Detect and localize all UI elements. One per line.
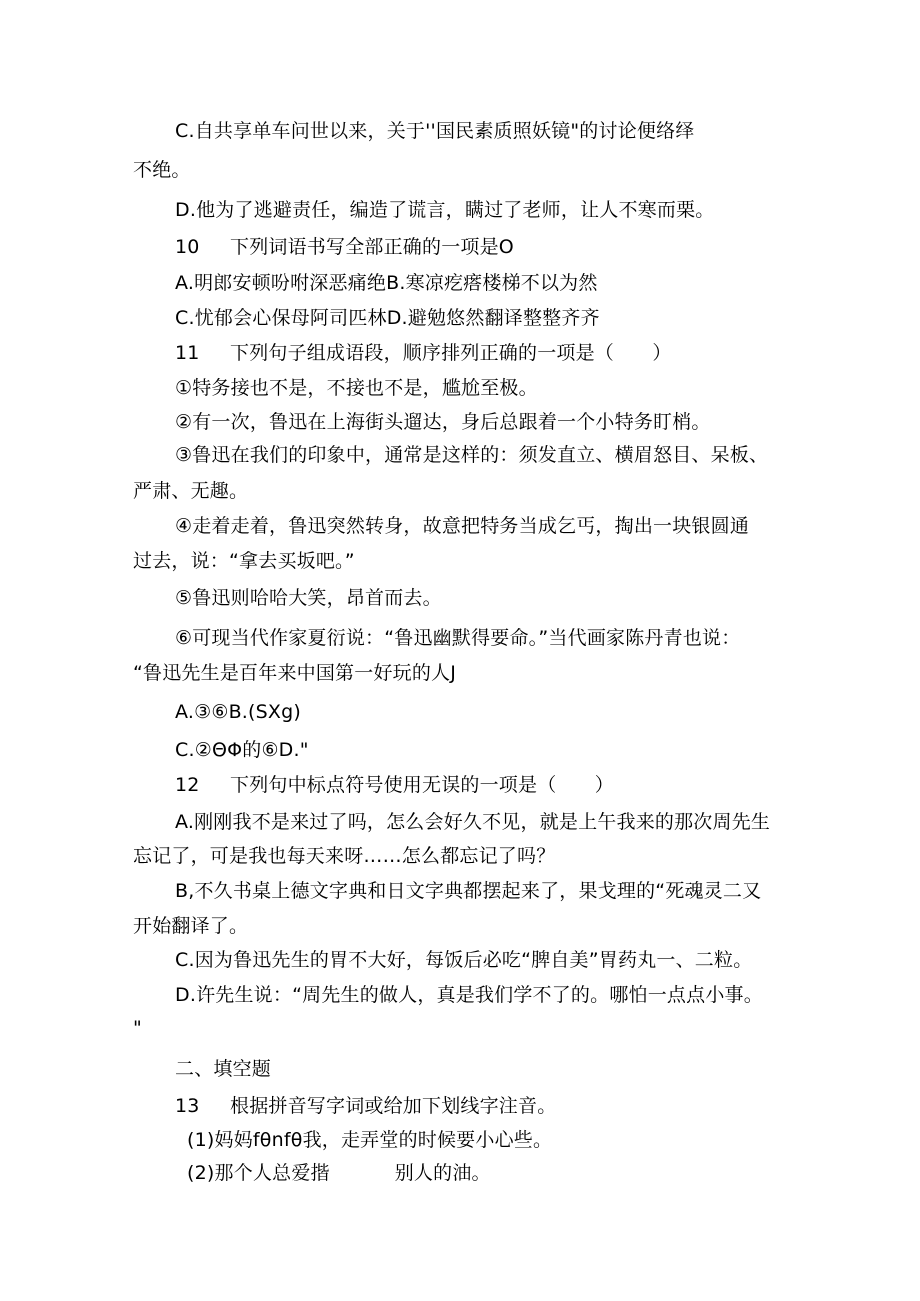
question-13 bbox=[175, 1093, 556, 1119]
option-c-line2: 不绝。 bbox=[133, 159, 191, 181]
sentence-4-line2: 过去，说：“拿去买坂吧。” bbox=[133, 550, 355, 572]
option-d: D.他为了逃避责任，编造了谎言，瞒过了老师，让人不寒而栗。 bbox=[175, 199, 715, 221]
question-10 bbox=[175, 234, 514, 260]
q13-item-1: (1)妈妈fθnfθ我，走弄堂的时候要小心些。 bbox=[187, 1129, 553, 1151]
q13-item-2-before: (2)那个人总爱揩 bbox=[187, 1162, 330, 1184]
q11-options-ab: A.③⑥B.(SXg) bbox=[175, 701, 302, 723]
q13-item-2-after: 别人的油。 bbox=[394, 1162, 491, 1184]
question-text: 下列句子组成语段，顺序排列正确的一项是（ ） bbox=[230, 342, 672, 364]
q12-option-b-line1: B,不久书桌上德文字典和日文字典都摆起来了，果戈理的“死魂灵二又 bbox=[175, 880, 762, 902]
sentence-3-line2: 严肃、无趣。 bbox=[133, 480, 249, 502]
question-number: 13 bbox=[175, 1095, 200, 1117]
question-12 bbox=[175, 772, 614, 798]
q10-options-ab: A.明郎安顿吩咐深恶痛绝B.寒凉疙瘩楼梯不以为然 bbox=[175, 272, 598, 294]
sentence-6-line2: “鲁迅先生是百年来中国第一好玩的人J bbox=[133, 662, 457, 684]
sentence-5: ⑤鲁迅则哈哈大笑，昂首而去。 bbox=[175, 587, 442, 609]
q12-option-d-line1: D.许先生说：“周先生的做人，真是我们学不了的。哪怕一点点小事。 bbox=[175, 984, 763, 1006]
sentence-1: ①特务接也不是，不接也不是，尴尬至极。 bbox=[175, 377, 538, 399]
section-heading: 二、填空题 bbox=[175, 1058, 272, 1080]
q11-options-cd: C.②ΘΦ的⑥D." bbox=[175, 739, 309, 761]
question-text: 根据拼音写字词或给加下划线字注音。 bbox=[230, 1095, 557, 1117]
question-number: 12 bbox=[175, 774, 200, 796]
sentence-2: ②有一次，鲁迅在上海街头遛达，身后总跟着一个小特务盯梢。 bbox=[175, 411, 711, 433]
question-number: 10 bbox=[175, 236, 200, 258]
q10-options-cd: C.忧郁会心保母阿司匹林D.避勉悠然翻译整整齐齐 bbox=[175, 307, 600, 329]
q12-option-c: C.因为鲁迅先生的胃不大好，每饭后必吃“脾自美”胃药丸一、二粒。 bbox=[175, 949, 753, 971]
q13-item-2 bbox=[187, 1160, 491, 1186]
question-number: 11 bbox=[175, 342, 200, 364]
sentence-6-line1: ⑥可现当代作家夏衍说：“鲁迅幽默得要命。”当代画家陈丹青也说： bbox=[175, 627, 741, 649]
question-text: 下列句中标点符号使用无误的一项是（ ） bbox=[230, 774, 615, 796]
q12-option-b-line2: 开始翻译了。 bbox=[133, 915, 249, 937]
q12-option-a-line2: 忘记了，可是我也每天来呀……怎么都忘记了吗？ bbox=[133, 845, 556, 867]
question-text: 下列词语书写全部正确的一项是O bbox=[230, 236, 514, 258]
sentence-3-line1: ③鲁迅在我们的印象中，通常是这样的：须发直立、横眉怒目、呆板、 bbox=[175, 444, 769, 466]
sentence-4-line1: ④走着走着，鲁迅突然转身，故意把特务当成乞丐，掏出一块银圆通 bbox=[175, 515, 750, 537]
q12-option-d-line2: " bbox=[133, 1017, 142, 1039]
q12-option-a-line1: A.刚刚我不是来过了吗，怎么会好久不见，就是上午我来的那次周先生 bbox=[175, 811, 771, 833]
option-c-line1: C.自共享单车问世以来，关于''国民素质照妖镜"的讨论便络绎 bbox=[175, 120, 695, 142]
question-11 bbox=[175, 340, 672, 366]
